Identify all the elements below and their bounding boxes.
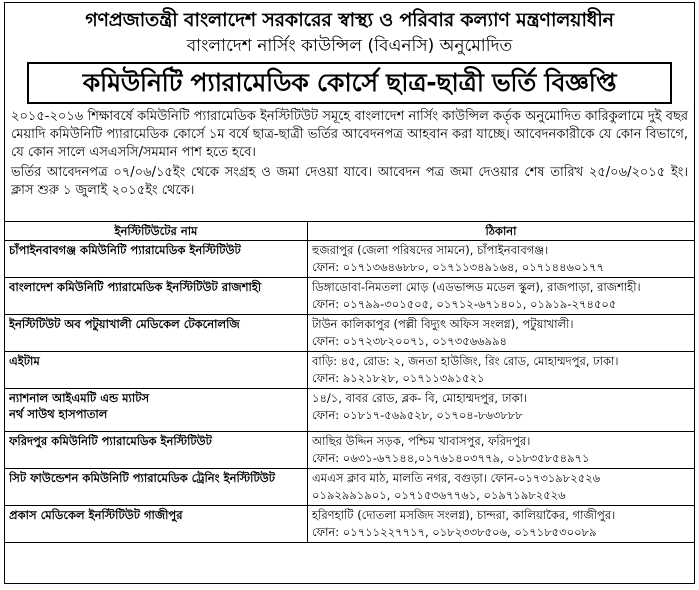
dates-paragraph: ভর্তির আবেদনপত্র ০৭/০৬/১৫ইং থেকে সংগ্রহ ও জমা দেওয়া যাবে। আবেদন পত্র জমা দেওয়ার শেষ তারিখ ২৫/০৬/২০১৫ ইং। ক্লাস শুরু ১ জুলাই ২০১৫ইং থেকে। xyxy=(11,165,688,198)
phone-line: ফোন: ০১৭৯৯-৩০১৫০৫, ০১৭১২-৬৭১৪০১, ০১৯১৯-২৭৪৫০৫ xyxy=(312,297,617,311)
institute-name xyxy=(5,389,308,432)
table-row xyxy=(5,506,694,543)
table-header-row xyxy=(5,222,694,241)
table-row xyxy=(5,278,694,315)
institute-address xyxy=(308,432,695,469)
institute-name xyxy=(5,241,308,278)
institute-name xyxy=(5,432,308,469)
institute-list xyxy=(5,241,694,543)
table-row xyxy=(5,352,694,389)
phone-line: ফোন: ৯১২১৮২৮, ০১৭১১৩৯১৫২১ xyxy=(312,371,485,385)
phone-line: ফোন: ০১৭১১২২৭৭১৭, ০১৮২৩৩৮৫০৬, ০১৭১৮৫৩০০৮৯ xyxy=(312,525,597,539)
address-line: টাউন কালিকাপুর (পল্লী বিদ্যুৎ অফিস সংলগ্ন), পটুয়াখালী। xyxy=(312,317,574,331)
approval-line: বাংলাদেশ নার্সিং কাউন্সিল (বিএনসি) অনুমোদিত xyxy=(186,36,513,56)
address-line: এমএস ক্লাব মাঠ, মালতি নগর, বগুড়া। ফোন-০১৭৩১৯৮২৫২৬ xyxy=(312,471,601,485)
institute-table xyxy=(5,221,694,543)
institute-address xyxy=(308,278,695,315)
address-line: আছির উদ্দিন সড়ক, পশ্চিম খাবাসপুর, ফরিদপুর। xyxy=(312,434,531,448)
phone-line: ফোন: ০১৮১৭-৫৬৯৫২৮, ০১৭০৪-৮৬৩৮৮৮ xyxy=(312,408,523,422)
institute-address xyxy=(308,315,695,352)
institute-name-line: ফরিদপুর কমিউনিটি প্যারামেডিক ইনস্টিটিউট xyxy=(9,434,212,448)
institute-name-line: প্রকাস মেডিকেল ইনস্টিটিউট গাজীপুর xyxy=(9,508,183,522)
address-line: বাড়ি: ৪৫, রোড: ২, জনতা হাউজিং, রিং রোড, মোহাম্মদপুর, ঢাকা। xyxy=(312,354,619,368)
table-row xyxy=(5,469,694,506)
col-address-header: ঠিকানা xyxy=(308,222,695,241)
institute-name-line: ইনস্টিটিউট অব পটুয়াখালী মেডিকেল টেকনোলজি xyxy=(9,317,240,331)
table-row xyxy=(5,432,694,469)
institute-name xyxy=(5,469,308,506)
institute-name xyxy=(5,352,308,389)
institute-address xyxy=(308,469,695,506)
institute-address xyxy=(308,241,695,278)
institute-name-line: নর্থ সাউথ হাসপাতাল xyxy=(9,407,108,421)
col-name-header: ইনস্টিটিউটের নাম xyxy=(5,222,308,241)
phone-line: ফোন: ০১৭১৩৬৪৬৮৮০, ০১৭১১৩৪৯১৬৪, ০১৭১৪৪৬০১৭৭ xyxy=(312,260,604,274)
institute-name-line: এইটাম xyxy=(9,354,40,368)
institute-name-line: বাংলাদেশ কমিউনিটি প্যারামেডিক ইনস্টিটিউট রাজশাহী xyxy=(9,280,262,294)
institute-name xyxy=(5,506,308,543)
table-row xyxy=(5,241,694,278)
institute-name-line: সিট ফাউন্ডেশন কমিউনিটি প্যারামেডিক ট্রেনিং ইনস্টিটিউট xyxy=(9,471,275,485)
address-line: হরিণহাটি (দোতলা মসজিদ সংলগ্ন), চান্দরা, কালিয়াকৈর, গাজীপুর। xyxy=(312,508,616,522)
phone-line: ০১৯২৯৯১৯০১, ০১৭১৫৩৬৭৭৬১, ০১৯৭১৯৮২৫২৬ xyxy=(312,488,566,502)
institute-address xyxy=(308,506,695,543)
phone-line: ফোন: ০১৭২৩৮২০০৭১, ০১৭৩৫৬৬৯৯৪ xyxy=(312,334,508,348)
institute-name-line: ন্যাশনাল আইএমটি এন্ড ম্যাটস xyxy=(9,391,150,405)
institute-name-line: চাঁপাইনবাবগঞ্জ কমিউনিটি প্যারামেডিক ইনস্টিটিউট xyxy=(9,243,241,257)
table-row xyxy=(5,315,694,352)
notice-title: কমিউনিটি প্যারামেডিক কোর্সে ছাত্র-ছাত্রী ভর্তি বিজ্ঞপ্তি xyxy=(27,62,672,104)
ministry-header: গণপ্রজাতন্ত্রী বাংলাদেশ সরকারের স্বাস্থ্য ও পরিবার কল্যাণ মন্ত্রণালয়াধীন xyxy=(85,9,614,31)
table-row xyxy=(5,389,694,432)
intro-paragraph: ২০১৫-২০১৬ শিক্ষাবর্ষে কমিউনিটি প্যারামেডিক ইনস্টিটিউট সমূহে বাংলাদেশ নার্সিং কাউন্সিল কর্তৃক অনুমোদিত কারিকুলামে দুই বছর মেয়াদি কমিউনিটি প্যারামেডিক কোর্সে ১ম বর্ষে ছাত্র-ছাত্রী ভর্তির আবেদনপত্র আহবান করা যাচ্ছে। আবেদনকারীকে যে কোন বিভাগে, যে কোন সালে এসএসসি/সমমান পাশ হতে হবে। xyxy=(11,109,688,160)
address-line: ডিঙ্গাডোবা-নিমতলা মোড় (এডভান্সড মডেল স্কুল), রাজপাড়া, রাজশাহী। xyxy=(312,280,641,294)
address-line: ১৪/১, বাবর রোড, ব্লক- বি, মোহাম্মদপুর, ঢাকা। xyxy=(312,391,528,405)
phone-line: ফোন: ০৬৩১-৬৭১৪৪,০১৭৬১৪০৩৭৭৯, ০১৮৩৫৮৫৪৯৭১ xyxy=(312,451,590,465)
institute-address xyxy=(308,389,695,432)
institute-address xyxy=(308,352,695,389)
institute-name xyxy=(5,315,308,352)
admission-notice xyxy=(4,2,695,584)
address-line: হুজরাপুর (জেলা পরিষদের সামনে), চাঁপাইনবাবগঞ্জ। xyxy=(312,243,549,257)
institute-name xyxy=(5,278,308,315)
